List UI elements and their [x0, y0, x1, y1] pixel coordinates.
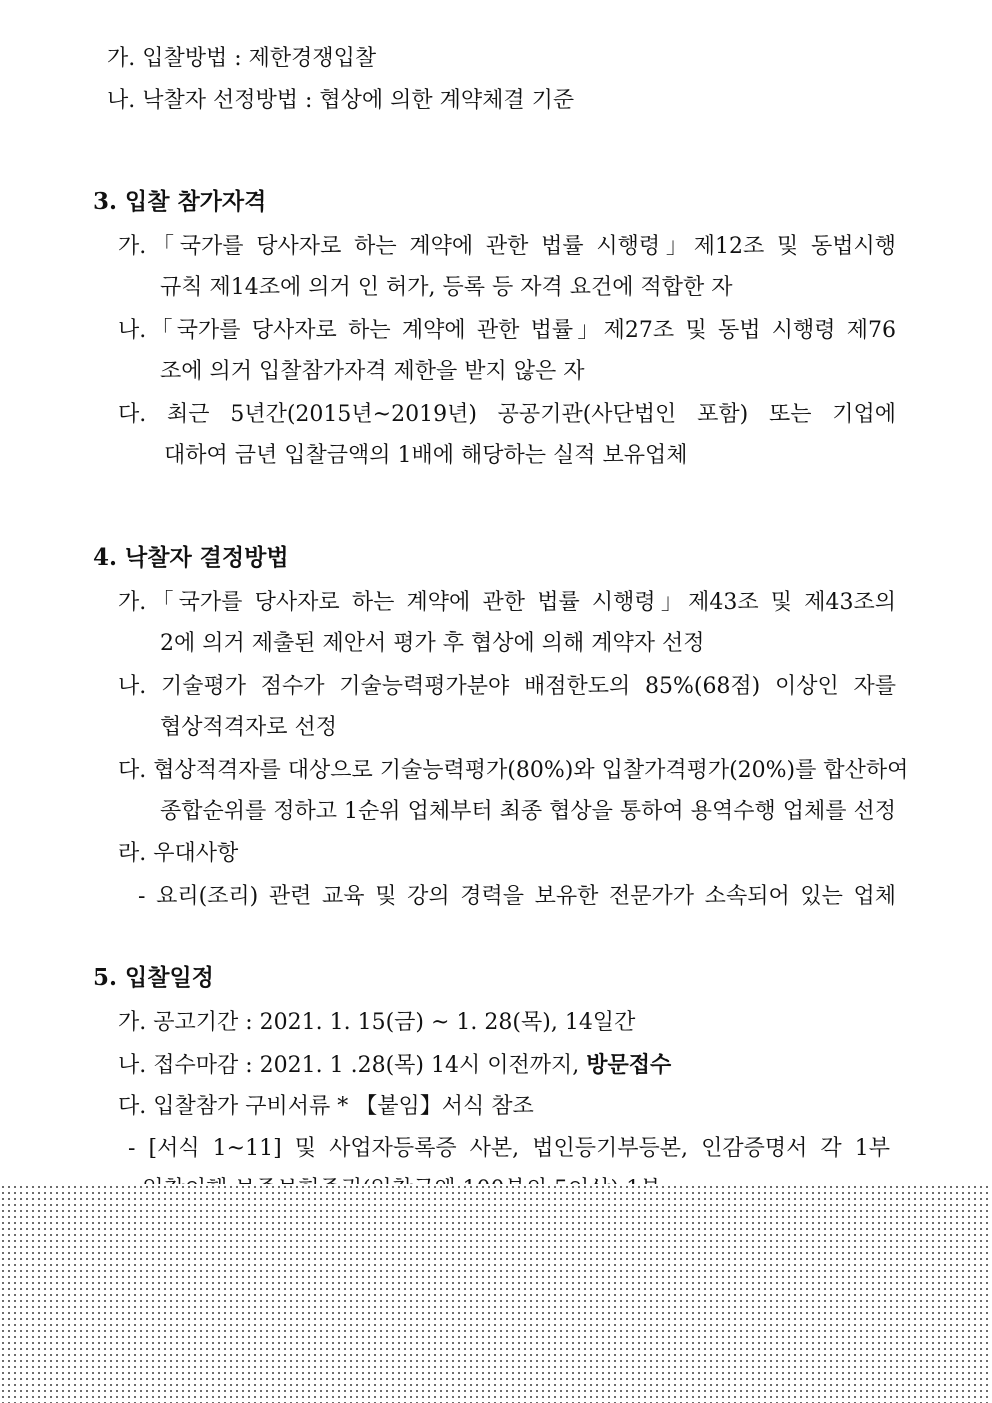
s4-item-a-line2: 2에 의거 제출된 제안서 평가 후 협상에 의해 계약자 선정: [160, 631, 705, 656]
s3-item-a-line1: 가.「국가를 당사자로 하는 계약에 관한 법률 시행령」제12조 및 동법시행: [118, 234, 896, 259]
s5-item-b-text: 나. 접수마감 : 2021. 1 .28(목) 14시 이전까지,: [118, 1053, 587, 1078]
s4-item-b-line2: 협상적격자로 선정: [160, 715, 338, 740]
s4-item-b-line1: 나. 기술평가 점수가 기술능력평가분야 배점한도의 85%(68점) 이상인 자를: [118, 674, 896, 699]
section-4-title: 4. 낙찰자 결정방법: [93, 544, 289, 571]
method-line: 가. 입찰방법 : 제한경쟁입찰: [107, 46, 377, 71]
section-5-title: 5. 입찰일정: [93, 964, 214, 991]
s3-item-c-line2: 대하여 금년 입찰금액의 1배에 해당하는 실적 보유업체: [164, 443, 688, 468]
s5-item-b-emphasis: 방문접수: [586, 1052, 672, 1078]
s4-item-c-line2: 종합순위를 정하고 1순위 업체부터 최종 협상을 통하여 용역수행 업체를 선정: [160, 799, 896, 824]
s5-item-a: 가. 공고기간 : 2021. 1. 15(금) ~ 1. 28(목), 14일간: [118, 1010, 636, 1035]
s5-item-c: 다. 입찰참가 구비서류 * 【붙임】서식 참조: [118, 1094, 534, 1119]
s4-item-d: 라. 우대사항: [118, 841, 239, 866]
s5-item-b: [118, 1050, 671, 1081]
s4-item-a-line1: 가.「국가를 당사자로 하는 계약에 관한 법률 시행령」제43조 및 제43조의: [118, 590, 896, 615]
section-3-title: 3. 입찰 참가자격: [93, 188, 267, 215]
s4-item-c-line1: 다. 협상적격자를 대상으로 기술능력평가(80%)와 입찰가격평가(20%)를 합산하여: [118, 758, 909, 783]
s3-item-a-line2: 규칙 제14조에 의거 인 허가, 등록 등 자격 요건에 적합한 자: [160, 275, 733, 300]
s5-bullet-1: - [서식 1~11] 및 사업자등록증 사본, 법인등기부등본, 인감증명서 각 1부: [128, 1136, 890, 1161]
s3-item-b-line1: 나.「국가를 당사자로 하는 계약에 관한 법률」제27조 및 동법 시행령 제76: [118, 318, 896, 343]
s3-item-b-line2: 조에 의거 입찰참가자격 제한을 받지 않은 자: [160, 359, 585, 384]
dotted-overlay: [0, 1184, 992, 1403]
selection-line: 나. 낙찰자 선정방법 : 협상에 의한 계약체결 기준: [107, 88, 575, 113]
s4-bullet: - 요리(조리) 관련 교육 및 강의 경력을 보유한 전문가가 소속되어 있는 업체: [138, 884, 896, 909]
s3-item-c-line1: 다. 최근 5년간(2015년~2019년) 공공기관(사단법인 포함) 또는 기업에: [118, 402, 896, 427]
